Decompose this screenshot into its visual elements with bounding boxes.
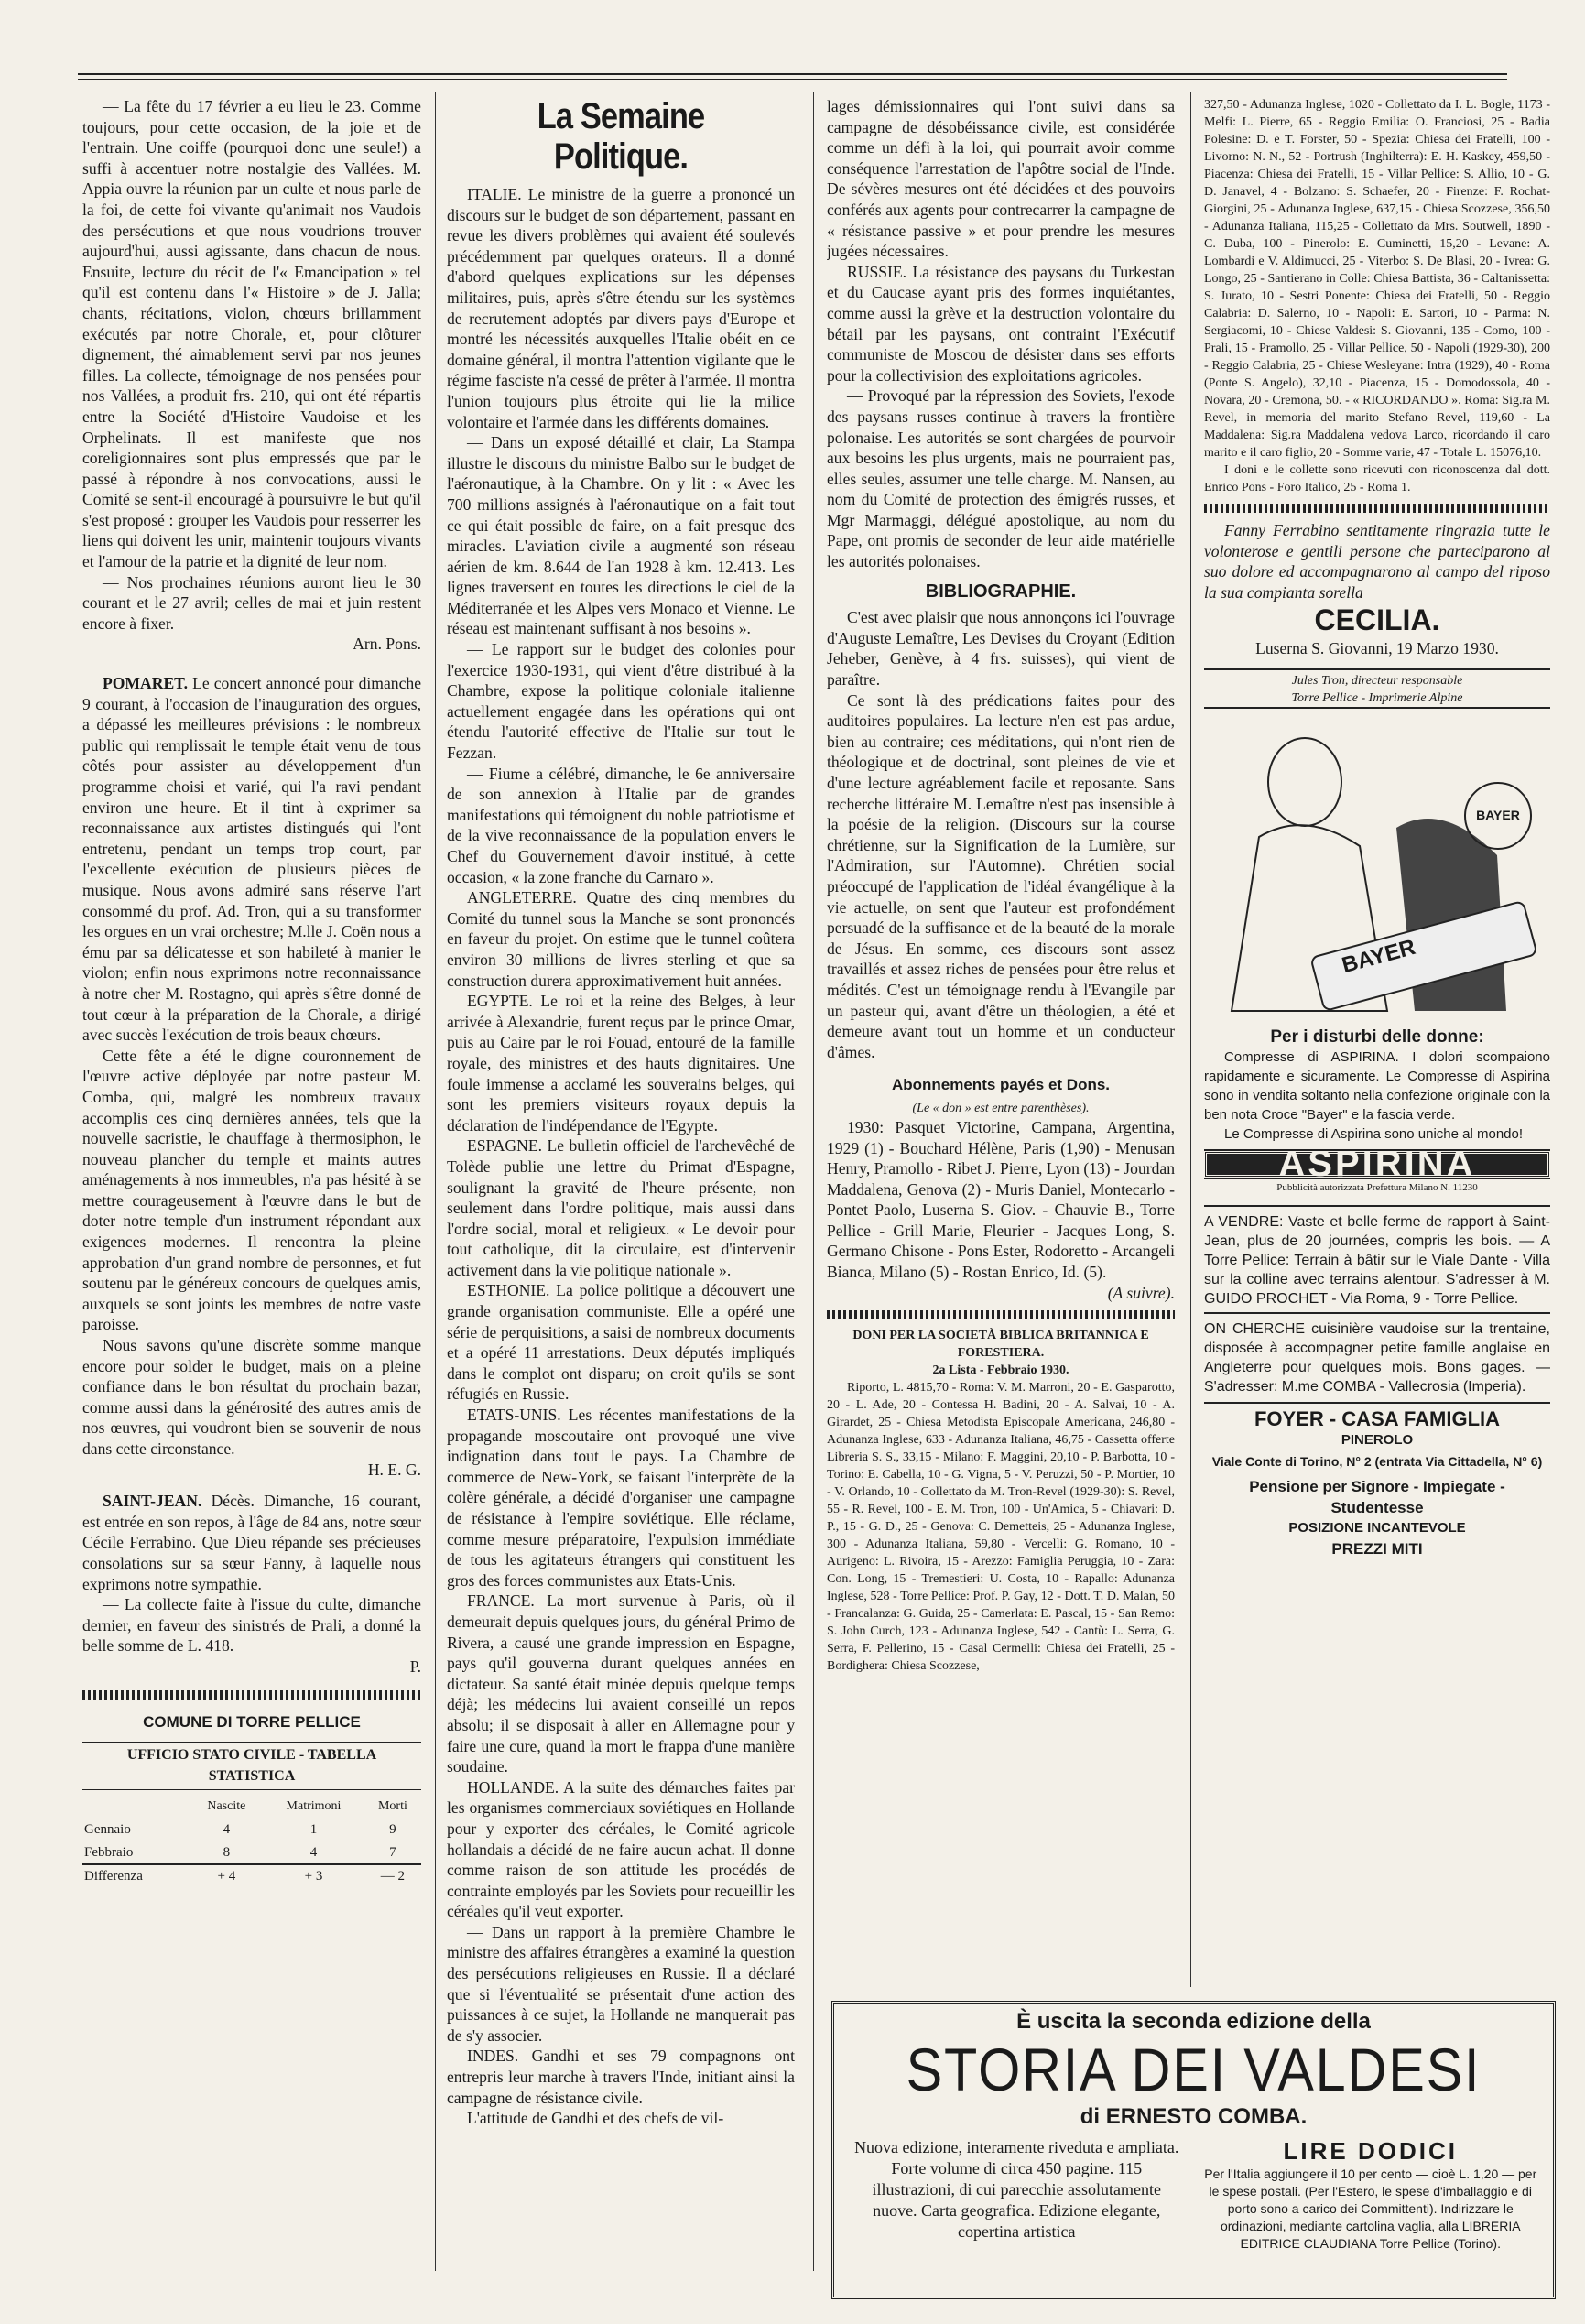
table-cell: 8 xyxy=(223,1844,231,1860)
paragraph-text: Le concert annoncé pour dimanche 9 courant, à l'occasion de l'inauguration des orgues, a dépassé les meilleures prévisions : le nombreux public qui remplissait le temple était venu de tous côtés pour assister au développement d'un programme choisi et varié, qui l'a ravi pendant environ une heure. Et il tint à exprimer sa reconnaissance aux artistes distingués qui l'ont entretenu, pendant un temps trop court, par l'excellente exécution de plusieurs pièces de musique. Nous avons admiré sans réserve l'art consommé du prof. Ad. Tron, qui a su transformer les orgues en un vrai orchestre; M.lle J. Coën nous a ému par sa délicatesse et son habileté à manier le violon; enfin nous exprimons notre reconnaissance à notre cher M. Rostagno, qui après s'être donné de tout cœur à la préparation de la Chorale, a dirigé avec succès l'exécution de trois beaux chœurs. xyxy=(82,674,421,1045)
paragraph: — Dans un rapport à la première Chambre le ministre des affaires étrangères a examiné la question des persécutions religieuses en Russie. Il a déclaré que si l'éventualité se présentait d'une action des puissances à ce sujet, la Hollande ne manquerait pas de s'y associer. xyxy=(447,1922,795,2045)
table-row xyxy=(82,1841,421,1865)
subtitle: 2a Lista - Febbraio 1930. xyxy=(932,1363,1069,1378)
paragraph: EGYPTE. Le roi et la reine des Belges, à leur arrivée à Alexandrie, furent reçus par le prince Omar, puis au Caire par le roi Fouad, entouré de la famille royale, des ministres et des hauts dignitaires. Une foule immense a acclamé les souverains belges, qui sont les premiers visiteurs royaux depuis la déclaration de l'indépendance de l'Egypte. xyxy=(447,992,795,1135)
ad-text: Le Compresse di Aspirina sono uniche al mondo! xyxy=(1224,1126,1524,1143)
column-rule xyxy=(813,92,814,2271)
ad-fineprint: Pubblicità autorizzata Prefettura Milano N. 11230 xyxy=(1276,1181,1478,1193)
storia-head: È uscita la seconda edizione della xyxy=(1016,2009,1371,2034)
place-label: POMARET. xyxy=(103,674,189,693)
paragraph: — Provoqué par la répression des Soviets, l'exode des paysans russes continue à travers la frontière polonaise. Les autorités se sont chargées de pourvoir aux besoins les plus urgents, mais ne pourraient pas, elles seules, assumer une telle charge. M. Nansen, au nom du Comité de protection des émigrés russes, et Mgr Marmaggi, délégué apostolique, au nom du Pape, ont promis de seconder de leur aide matérielle les autorités polonaises. xyxy=(827,386,1175,571)
paragraph: RUSSIE. La résistance des paysans du Turkestan et du Caucase ayant pris des formes inquiétantes, comme aussi la grève et la destruction volontaire du bétail par les paysans, ont contraint l'Exécutif communiste de Moscou de désister dans ses efforts pour la collectivision des exploitations agricoles. xyxy=(827,262,1175,385)
paragraph: ITALIE. Le ministre de la guerre a prononcé un discours sur le budget de son département, passant en revue les divers problèmes qui avaient été soulevés précédemment par quelques orateurs. Il a donné d'abord quelques explications sur les dépenses militaires, puis, après s'être étendu sur les systèmes de recrutement adoptés par divers pays d'Europe et montré les nécessités auxquelles l'Italie obéit en ce domaine général, il montra l'attention vigilante que le régime fasciste n'a cessé de prêter à l'armée. Il montra l'union toujours plus étroite qui lie la milice volontaire et l'armée dans les différents domaines. xyxy=(447,185,795,431)
table-cell: + 4 xyxy=(190,1864,264,1888)
divider xyxy=(1204,504,1550,513)
storia-right xyxy=(1203,2137,1539,2253)
note: (A suivre). xyxy=(1107,1283,1175,1302)
classified-text: ON CHERCHE cuisinière vaudoise sur la trentaine, disposée à accompagner petite famille anglaise en Angleterre pour quelques mois. Bons gages. — S'adresser: M.me COMBA - Vallecrosia (Imperia). xyxy=(1204,1321,1550,1395)
storia-details xyxy=(834,2130,1553,2260)
table-header-row xyxy=(82,1796,421,1819)
section-title: COMUNE DI TORRE PELLICE xyxy=(143,1712,361,1731)
table-title: UFFICIO STATO CIVILE - TABELLA STATISTICA xyxy=(82,1742,421,1790)
ad-text: Compresse di ASPIRINA. I dolori scompaiono rapidamente e sicuramente. Le Compresse di Aspirina sono in vendita soltanto nella confezione originale con la ben nota Croce "Bayer" e la fascia verde. xyxy=(1204,1049,1550,1124)
foyer-title: FOYER - CASA FAMIGLIA xyxy=(1254,1407,1501,1431)
foyer-prezzi: PREZZI MITI xyxy=(1331,1539,1423,1558)
credit-line: Torre Pellice - Imprimerie Alpine xyxy=(1204,690,1550,709)
paragraph: FRANCE. La mort survenue à Paris, où il demeurait depuis quelques jours, du général Primo de Rivera, a causé une grande impression en Espagne, pays qu'il gouverna durant quelques années en dictateur. Sa santé était minée depuis quelque temps déjà; les médecins lui avaient conseillé un repos absolu; il se disposait à aller en Allemagne pour y faire une cure, quand la mort le frappa d'une manière soudaine. xyxy=(447,1591,795,1776)
paragraph: HOLLANDE. A la suite des démarches faites par les organismes commerciaux soviétiques en Hollande pour y exporter des céréales, le Comité agricole hollandais a décidé de ne faire aucun achat. Il donne comme raison de son attitude les procédés de contrainte employés par les Soviets pour recueillir les céréales qu'il veut exporter. xyxy=(447,1777,795,1921)
paragraph: — Nos prochaines réunions auront lieu le 30 courant et le 27 avril; celles de mai et juin restent encore à fixer. xyxy=(82,572,421,633)
classified-text: A VENDRE: Vaste et belle ferme de rapport à Saint-Jean, plus de 20 journées, compris les bois. — A Torre Pellice: Terrain à bâtir sur le Viale Dante - Villa sur la colline avec terrains alentour. S'adresser à M. GUIDO PROCHET - Via Roma, 9 - Torre Pellice. xyxy=(1204,1214,1550,1308)
table-cell: 9 xyxy=(389,1821,396,1837)
table-cell: Febbraio xyxy=(84,1844,134,1860)
column-1 xyxy=(82,96,421,2285)
paragraph: Cette fête a été le digne couronnement de l'œuvre active déployée par notre pasteur M. Comba, qui, malgré les nombreux travaux accomplis ces cinq dernières années, tels que la nouvelle sacristie, le chauffage à thermosiphon, le nouveau plancher du temple et maints autres aménagements à nos immeubles, n'a pas hésité à se mettre courageusement à l'œuvre dans le but de doter notre temple d'un instrument répondant aux exigences modernes. Il rencontra la pleine approbation d'un grand nombre de personnes, et fut soutenu par le généreux concours de quelques amis, auxquels se sont joints les membres de notre vaste paroisse. xyxy=(82,1046,421,1334)
place-label: SAINT-JEAN. xyxy=(103,1492,202,1511)
bayer-pack-label: BAYER xyxy=(1339,934,1418,978)
stat-table xyxy=(82,1796,421,1887)
table-cell: Differenza xyxy=(82,1864,190,1888)
table-row xyxy=(82,1819,421,1841)
paragraph: — Dans un exposé détaillé et clair, La Stampa illustre le discours du ministre Balbo sur le budget de l'aéronautique, à la Chambre. On y lit : « Avec les 700 millions assignés à l'aéronautique on a fait tout ce qui était possible de faire, on a fait presque des miracles. L'aviation civile a augmenté son réseau aérien de km. 8.644 de l'an 1928 à km. 12.413. Les lignes traversent en toutes les directions le ciel de la Méditerranée et les Alpes vers Monaco et Vienne. Le réseau est maintenant suffisant à nos besoins ». xyxy=(447,433,795,638)
column-3 xyxy=(827,96,1175,1987)
paragraph: Ce sont là des prédications faites pour des auditoires populaires. La lecture n'en est pas ardue, bien au contraire; ces méditations, qui n'ont rien de théologique et de doctrinal, sont pleines de vie et d'une lecture agréablement facile et reposante. Sans recherche littéraire M. Lemaître n'est pas insensible à la poésie de la religion. (Discours sur la course chrétienne, sur la Signification de la Lumière, sur l'Admiration, sur l'Automne). Chrétien social préoccupé de l'application de l'idéal évangélique à la vie actuelle, on sent que l'auteur est profondément persuadé de la suffisance et de la beauté de la morale de Jésus. En somme, ces discours sont assez travaillés et assez riches de pensées pour être relus et médités. C'est un témoignage rendu à l'Evangile par un pasteur qui, avant d'être un théologien, a été et demeure avant tout un homme et un conducteur d'âmes. xyxy=(827,690,1175,1061)
table-cell: 1 xyxy=(309,1821,318,1837)
paragraph: 1930: Pasquet Victorine, Campana, Argentina, 1929 (1) - Bouchard Hélène, Paris (1,90) - Menusan Henry, Pramollo - Ribet J. Pierre, Lyon (13) - Jourdan Maddalena, Genova (2) - Muris Daniel, Montecarlo - Pontet Paolo, Luserna S. Giov. - Chauvie B., Torre Pellice - Grill Marie, Fleurier - Jacques Long, S. Germano Chisone - Pons Ester, Rodoretto - Arcangeli Bianca, Milano (5) - Rostan Enrico, Id. (5). xyxy=(827,1117,1175,1282)
paragraph: — La fête du 17 février a eu lieu le 23. Comme toujours, pour cette occasion, de la joie et de l'entrain. Une coiffe (pourquoi donc une seule!) a suffi à accentuer notre nostalgie des Vallées. M. Appia ouvre la réunion par un culte et nous parle de la foi, de cette foi vivante qu'animait nos Vaudois des persécutions et que nous voudrions trouver aujourd'hui, aussi agissante, dans chacun de nous. Ensuite, lecture du récit de l'« Emancipation » tel qu'il est contenu dans l'« Histoire » de J. Jalla; chants, récitations, violon, chœurs brillamment exécutés par notre Chorale, et, pour clôturer dignement, thé aimablement servi par nos jeunes filles. La collecte, témoignage de nos pensées pour nos Vallées, a produit frs. 210, qui ont été répartis entre la Société d'Histoire Vaudoise et les Orphelinats. Il est manifeste que nos coreligionnaires sont plus empressés que par le passé à répondre à nos convocations, aussi le Comité se sent-il encouragé à poursuivre le but qu'il s'est proposé : grouper les Vaudois pour resserrer les liens qui doivent les unir, maintenir toujours vivants et l'amour de la patrie et la dignité de leur nom. xyxy=(82,97,421,571)
table-cell: 4 xyxy=(223,1821,231,1837)
paragraph: — La collecte faite à l'issue du culte, dimanche dernier, en faveur des sinistrés de Prali, a donné la belle somme de L. 418. xyxy=(82,1595,421,1656)
aspirina-banner: ASPIRINA xyxy=(1204,1151,1550,1178)
paragraph: ANGLETERRE. Quatre des cinq membres du Comité du tunnel sous la Manche se sont prononcés en faveur du projet. On estime que le tunnel coûtera environ 30 millions de livres sterling et que sa construction durera approximativement huit années. xyxy=(447,888,795,990)
paragraph: 327,50 - Adunanza Inglese, 1020 - Collettato da I. L. Bogle, 1173 - Melfi: L. Pierre, 65 - Reggio Emilia: O. Franciosi, 25 - Badia Polesine: D. e T. Forster, 50 - Spezia: Chiesa dei Fratelli, 100 - Livorno: N. N., 52 - Portrush (Inghilterra): E. H. Kaskey, 459,50 - Piacenza: Chiesa dei Fratelli, 15 - Villar Pellice: S. Allio, 10 - G. D. Janavel, 4 - Bolzano: S. Schaefer, 20 - Firenze: F. Rochat-Giorgini, 25 - Adunanza Inglese, 637,15 - Chiesa Scozzese, 356,50 - Adunanza Italiana, 115,25 - Collettato da Mrs. Soutwell, 1890 - C. Duba, 100 - Pinerolo: E. Cuminetti, 15,20 - Levane: A. Lombardi e V. Aldimucci, 25 - Viterbo: S. De Blasi, 20 - Ivrea: G. Longo, 25 - Santierano in Colle: Chiesa Battista, 36 - Caltanissetta: S. Jurato, 10 - Sestri Ponente: Chiesa dei Fratelli, 50 - Reggio Calabria: D. Salerno, 10 - Napoli: E. Sartori, 10 - Parma: N. Sergiacomi, 10 - Chiese Valdesi: S. Giovanni, 135 - Como, 100 - Prali, 15 - Pramollo, 25 - Villar Pellice, 50 - Napoli (1929-30), 200 - Reggio Calabria, 25 - Chiese Wesleyane: Intra (1929), 40 - Roma (Ponte S. Angelo), 32,10 - Piacenza, 15 - Domodossola, 40 - Novara, 20 - Cremona, 50. - « RICORDANDO ». Roma: Sig.ra M. Revel, in memoria del marito Stefano Revel, 119,60 - La Maddalena: Sig.ra Maddalena vedova Larco, ricordando il caro marito e il caro figlio, 20 - Somme varie, 47 - Totale L. 15076,10. xyxy=(1204,98,1550,460)
column-2 xyxy=(447,96,795,2285)
divider xyxy=(82,1690,421,1700)
paragraph: — Fiume a célébré, dimanche, le 6e anniversaire de son annexion à l'Italie par de grandes manifestations qui témoignent du noble patriotisme et de la vive reconnaissance de la population envers le Chef du Gouvernement d'avoir institué, à cette occasion, « la zone franche du Carnaro ». xyxy=(447,764,795,886)
table-header: Morti xyxy=(377,1799,407,1814)
storia-left-text: Nuova edizione, interamente riveduta e ampliata. Forte volume di circa 450 pagine. 115 illustrazioni, di cui parecchie assolutamente nuove. Carta geografica. Edizione elegante, copertina artistica xyxy=(854,2138,1179,2241)
column-rule xyxy=(435,92,436,2271)
table-cell: 7 xyxy=(389,1844,396,1860)
signature: P. xyxy=(409,1656,421,1676)
storia-price: LIRE DODICI xyxy=(1283,2137,1458,2165)
paragraph-stjean xyxy=(82,1491,421,1594)
table-header xyxy=(82,1796,190,1819)
signature: H. E. G. xyxy=(367,1460,421,1479)
top-rule xyxy=(78,73,1507,80)
divider xyxy=(827,1310,1175,1319)
paragraph: Riporto, L. 4815,70 - Roma: V. M. Marroni, 20 - E. Gasparotto, 20 - L. Ade, 20 - Contessa H. Badini, 20 - A. Salvai, 10 - A. Girardet, 25 - Chiesa Metodista Episcopale Americana, 246,80 - Adunanza Inglese, 633 - Adunanza Italiana, 46,75 - Cassetta offerte Libreria S. S., 33,15 - Milano: F. Maggini, 20,10 - P. Barbotta, 10 - Torino: E. Cabella, 10 - G. Vigna, 5 - V. Peruzzi, 50 - P. Mortier, 10 - V. Orlando, 10 - Collettato da M. Tron-Revel (1929-30): S. Revel, 55 - R. Revel, 100 - E. M. Tron, 100 - Un'Amica, 5 - Chiavari: D. P., 15 - G. D., 25 - Genova: C. Demetteis, 25 - Adunanza Inglese, 300 - Adunanza Italiana, 59,80 - Vercelli: G. Romano, 10 - Aurigeno: L. Rivoira, 15 - Arezzo: Famiglia Peruggia, 10 - Zara: Con. Long, 15 - Tremestieri: U. Costa, 10 - Rapallo: Adunanza Inglese, 528 - Torre Pellice: Prof. P. Gay, 12 - Dott. T. D. Malan, 50 - Francalanza: G. Guida, 25 - Camerlata: E. Pascal, 15 - San Remo: S. John Curch, 123 - Adunanza Inglese, 542 - Cantù: L. Serra, G. Serra, F. Pellerino, 15 - Casal Cermelli: Chiesa dei Fratelli, 25 - Bordighera: Chiesa Scozzese, xyxy=(827,1381,1175,1674)
classified-cherche xyxy=(1204,1312,1550,1396)
table-cell: Gennaio xyxy=(84,1821,131,1837)
foyer-posizione: POSIZIONE INCANTEVOLE xyxy=(1288,1520,1466,1537)
notice: Fanny Ferrabino sentitamente ringrazia tutte le volonterose e gentili persone che parteciparono al suo dolore ed accompagnarono al campo del riposo la sua compianta sorella xyxy=(1204,521,1550,602)
paragraph: ESPAGNE. Le bulletin officiel de l'archevêché de Tolède publie une lettre du Primat d'Espagne, soulignant la gravité de l'heure présente, non seulement dans l'ordre politique, mais aussi dans l'ordre social, moral et religieux. « Le devoir pour tout catholique, dit la circulaire, est d'intervenir activement dans la vie politique nationale ». xyxy=(447,1136,795,1279)
table-header: Matrimoni xyxy=(286,1799,342,1814)
bayer-label: BAYER xyxy=(1476,808,1520,823)
date-line: Luserna S. Giovanni, 19 Marzo 1930. xyxy=(1255,638,1499,657)
paragraph: L'attitude de Gandhi et des chefs de vil- xyxy=(467,2109,724,2128)
foyer-address: Viale Conte di Torino, N° 2 (entrata Via Cittadella, N° 6) xyxy=(1211,1453,1543,1469)
table-row xyxy=(82,1864,421,1888)
foyer-pensione: Pensione per Signore - Impiegate - Studentesse xyxy=(1249,1478,1505,1516)
section-title: DONI PER LA SOCIETÀ BIBLICA BRITANNICA E FORESTIERA. xyxy=(852,1329,1149,1361)
bayer-cross-icon xyxy=(1464,782,1532,850)
storia-right-text: Per l'Italia aggiungere il 10 per cento — cioè L. 1,20 — per le spese postali. (Per l'Estero, le spese d'imballaggio e di porto sono a carico dei Committenti). Indirizzare le ordinazioni, mediante cartolina vaglia, alla LIBRERIA EDITRICE CLAUDIANA Torre Pellice (Torino). xyxy=(1204,2167,1537,2251)
storia-ad xyxy=(831,2001,1556,2299)
paragraph: Nous savons qu'une discrète somme manque encore pour solder le budget, mais on a pleine confiance dans le bon résultat du prochain bazar, comme aussi dans la générosité des autres amis de nos œuvres, qui voudront bien se souvenir de nous dans cette circonstance. xyxy=(82,1336,421,1458)
name-heading: CECILIA. xyxy=(1314,603,1440,637)
signature: Arn. Pons. xyxy=(353,635,421,654)
section-title: BIBLIOGRAPHIE. xyxy=(925,581,1077,602)
aspirin-illustration xyxy=(1204,718,1550,1020)
table-cell: + 3 xyxy=(263,1864,364,1888)
section-title: Abonnements payés et Dons. xyxy=(891,1076,1111,1094)
column-4 xyxy=(1204,96,1550,1987)
paragraph: — Le rapport sur le budget des colonies pour l'exercice 1930-1931, qui vient d'être distribué à la Chambre, expose la politique coloniale italienne actuellement engagée dans les opérations qui ont étendu l'autorité effective de l'Italie sur tout le Fezzan. xyxy=(447,640,795,763)
foyer-ad xyxy=(1204,1402,1550,1559)
paragraph: lages démissionnaires qui l'ont suivi dans sa campagne de désobéissance civile, est considérée comme un défi à la loi, qui pourrait avoir comme conséquence l'arrestation de l'apôtre social de l'Inde. De sévères mesures ont été décidées et des pouvoirs conférés aux agents pour contrecarrer la campagne de « résistance passive » et pour prendre les mesures jugées nécessaires. xyxy=(827,97,1175,261)
table-cell: — 2 xyxy=(364,1864,421,1888)
section-title: La Semaine Politique. xyxy=(537,96,705,177)
foyer-city: PINEROLO xyxy=(1341,1431,1414,1448)
paragraph: ESTHONIE. La police politique a découvert une grande organisation communiste. Elle a opéré une série de perquisitions, a saisi de nombreux documents et a opéré 11 arrestations. Deux députés impliqués dans le complot ont disparu; on croit qu'ils se sont réfugiés en Russie. xyxy=(447,1281,795,1404)
credit-line: Jules Tron, directeur responsable xyxy=(1204,668,1550,690)
paragraph: C'est avec plaisir que nous annonçons ici l'ouvrage d'Auguste Lemaître, Les Devises du Croyant (Edition Jeheber, Genève, à 4 frs. suisses), qui vient de paraître. xyxy=(827,608,1175,690)
table-header: Nascite xyxy=(207,1799,246,1814)
classified-vendre xyxy=(1204,1205,1550,1309)
paragraph: ETATS-UNIS. Les récentes manifestations de la propagande moscoutaire ont provoqué une vive indignation dans tout le pays. La Chambre de commerce de New-York, se faisant l'interprète de la colère générale, a décidé d'organiser une campagne de résistance à l'empire soviétique. Elle réclame, comme mesure préparatoire, l'expulsion immédiate de tous les agitateurs étrangers qui constituent les gros des forces communistes aux Etats-Unis. xyxy=(447,1406,795,1590)
note: (Le « don » est entre parenthèses). xyxy=(912,1101,1090,1115)
woman-illustration-icon xyxy=(1204,718,1550,1020)
paragraph: INDES. Gandhi et ses 79 compagnons ont entrepris leur marche à travers l'Inde, initiant ainsi la campagne de résistance civile. xyxy=(447,2047,795,2107)
storia-title: STORIA DEI VALDESI xyxy=(906,2036,1482,2103)
paragraph-text: Décès. Dimanche, 16 courant, est entrée en son repos, à l'âge de 84 ans, notre sœur Cécile Ferrabino. Que Dieu répande ses précieuses consolations sur sa sœur Fanny, à laquelle nous exprimons notre sympathie. xyxy=(82,1492,421,1593)
paragraph: I doni e le collette sono ricevuti con riconoscenza dal dott. Enrico Pons - Foro Italico, 25 - Roma 1. xyxy=(1204,463,1550,494)
storia-author: di ERNESTO COMBA. xyxy=(1080,2104,1308,2129)
column-rule xyxy=(1190,92,1191,1987)
ad-headline: Per i disturbi delle donne: xyxy=(1270,1026,1484,1047)
table-cell: 4 xyxy=(309,1844,318,1860)
paragraph-pomaret xyxy=(82,673,421,1046)
